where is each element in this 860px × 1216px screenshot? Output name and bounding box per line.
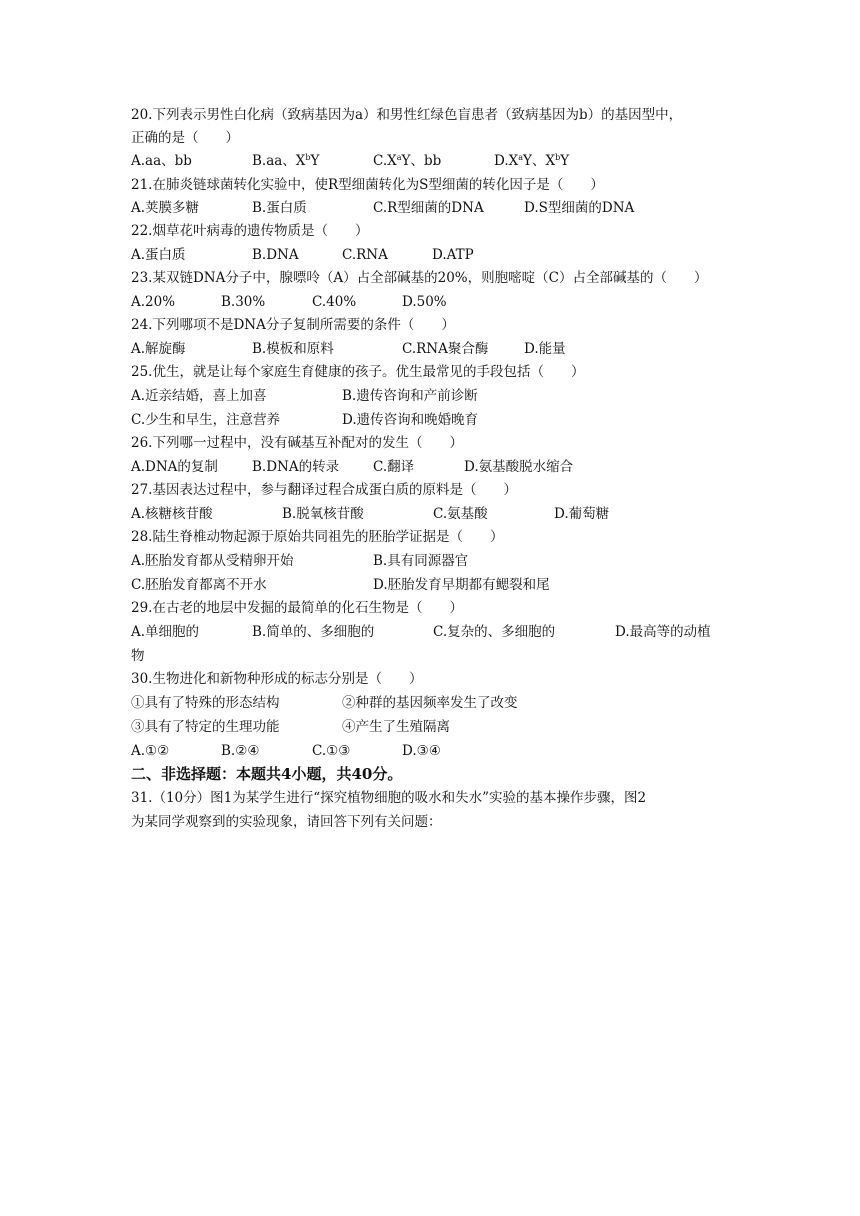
question-27-option-a: A.核糖核苷酸 [131,506,213,522]
question-29-stem: 29.在古老的地层中发掘的最简单的化石生物是（ ） [131,600,463,616]
question-31-stem: 31.（10分）图1为某学生进行“探究植物细胞的吸水和失水”实验的基本操作步骤，图2 [131,790,647,806]
question-24-option-c: C.RNA聚合酶 [402,341,489,357]
question-23-option-c: C.40% [312,294,357,310]
question-25-stem: 25.优生，就是让每个家庭生育健康的孩子。优生最常见的手段包括（ ） [131,364,585,380]
question-22-option-a: A.蛋白质 [131,247,186,263]
question-27-stem: 27.基因表达过程中，参与翻译过程合成蛋白质的原料是（ ） [131,482,517,498]
question-30-statement-1: ①具有了特殊的形态结构 [131,695,280,711]
question-21-option-a: A.荚膜多糖 [131,200,200,216]
question-29-option-b: B.简单的、多细胞的 [252,624,375,640]
question-21-option-c: C.R型细菌的DNA [373,200,484,216]
question-25-option-a: A.近亲结婚，喜上加喜 [131,388,267,404]
question-30-stem: 30.生物进化和新物种形成的标志分别是（ ） [131,671,423,687]
question-23-stem: 23.某双链DNA分子中，腺嘌呤（A）占全部碱基的20%，则胞嘧啶（C）占全部碱基的（ ） [131,270,708,286]
question-24-option-b: B.模板和原料 [252,341,334,357]
question-20-option-a: A.aa、bb [131,153,192,169]
question-28-option-d: D.胚胎发育早期都有鳃裂和尾 [373,577,550,593]
question-30-option-b: B.②④ [221,743,260,759]
question-28-option-c: C.胚胎发育都离不开水 [131,577,267,593]
question-25-option-b: B.遗传咨询和产前诊断 [342,388,478,404]
question-28-stem: 28.陆生脊椎动物起源于原始共同祖先的胚胎学证据是（ ） [131,529,504,545]
question-24-option-a: A.解旋酶 [131,341,186,357]
question-24-option-d: D.能量 [524,341,566,357]
question-25-option-d: D.遗传咨询和晚婚晚育 [342,412,479,428]
question-23-option-d: D.50% [402,294,447,310]
question-26-option-c: C.翻译 [373,459,415,475]
question-22-option-d: D.ATP [432,247,474,263]
question-26-stem: 26.下列哪一过程中，没有碱基互补配对的发生（ ） [131,435,463,451]
question-30-statement-2: ②种群的基因频率发生了改变 [342,695,518,711]
question-31-stem-cont: 为某同学观察到的实验现象，请回答下列有关问题： [131,814,442,830]
question-25-option-c: C.少生和早生，注意营养 [131,412,281,428]
question-30-option-c: C.①③ [312,743,351,759]
question-20-option-d: $D.X^aY$、$X^bY$ [494,153,570,169]
section-2-heading: 二、非选择题：本题共4小题，共40分。 [131,765,403,783]
question-26-option-d: D.氨基酸脱水缩合 [464,459,574,475]
question-29-option-a: A.单细胞的 [131,624,200,640]
question-22-option-c: C.RNA [342,247,388,263]
question-20-option-c: $C.X^aY$、bb [373,153,442,169]
question-22-stem: 22.烟草花叶病毒的遗传物质是（ ） [131,223,369,239]
question-27-option-d: D.葡萄糖 [554,506,610,522]
question-29-option-d-wrap: 物 [131,648,145,664]
question-27-option-c: C.氨基酸 [433,506,488,522]
question-23-option-a: A.20% [131,294,176,310]
question-28-option-b: B.具有同源器官 [373,553,469,569]
question-30-statement-4: ④产生了生殖隔离 [342,719,450,735]
question-22-option-b: B.DNA [252,247,299,263]
question-23-option-b: B.30% [221,294,266,310]
question-20-stem: 20.下列表示男性白化病（致病基因为a）和男性红绿色盲患者（致病基因为b）的基因型中， [131,107,683,123]
question-24-stem: 24.下列哪项不是DNA分子复制所需要的条件（ ） [131,317,455,333]
question-30-option-a: A.①② [131,743,170,759]
question-21-option-b: B.蛋白质 [252,200,307,216]
question-30-option-d: D.③④ [402,743,441,759]
question-26-option-b: B.DNA的转录 [252,459,340,475]
question-27-option-b: B.脱氧核苷酸 [282,506,364,522]
question-21-option-d: D.S型细菌的DNA [524,200,635,216]
question-30-statement-3: ③具有了特定的生理功能 [131,719,280,735]
question-20-stem-cont: 正确的是（ ） [131,130,239,146]
question-29-option-c: C.复杂的、多细胞的 [433,624,556,640]
question-26-option-a: A.DNA的复制 [131,459,218,475]
question-28-option-a: A.胚胎发育都从受精卵开始 [131,553,294,569]
question-21-stem: 21.在肺炎链球菌转化实验中，使R型细菌转化为S型细菌的转化因子是（ ） [131,177,604,193]
question-20-option-b: B.aa、$X^bY$ [252,153,320,169]
question-29-option-d: D.最高等的动植 [615,624,711,640]
